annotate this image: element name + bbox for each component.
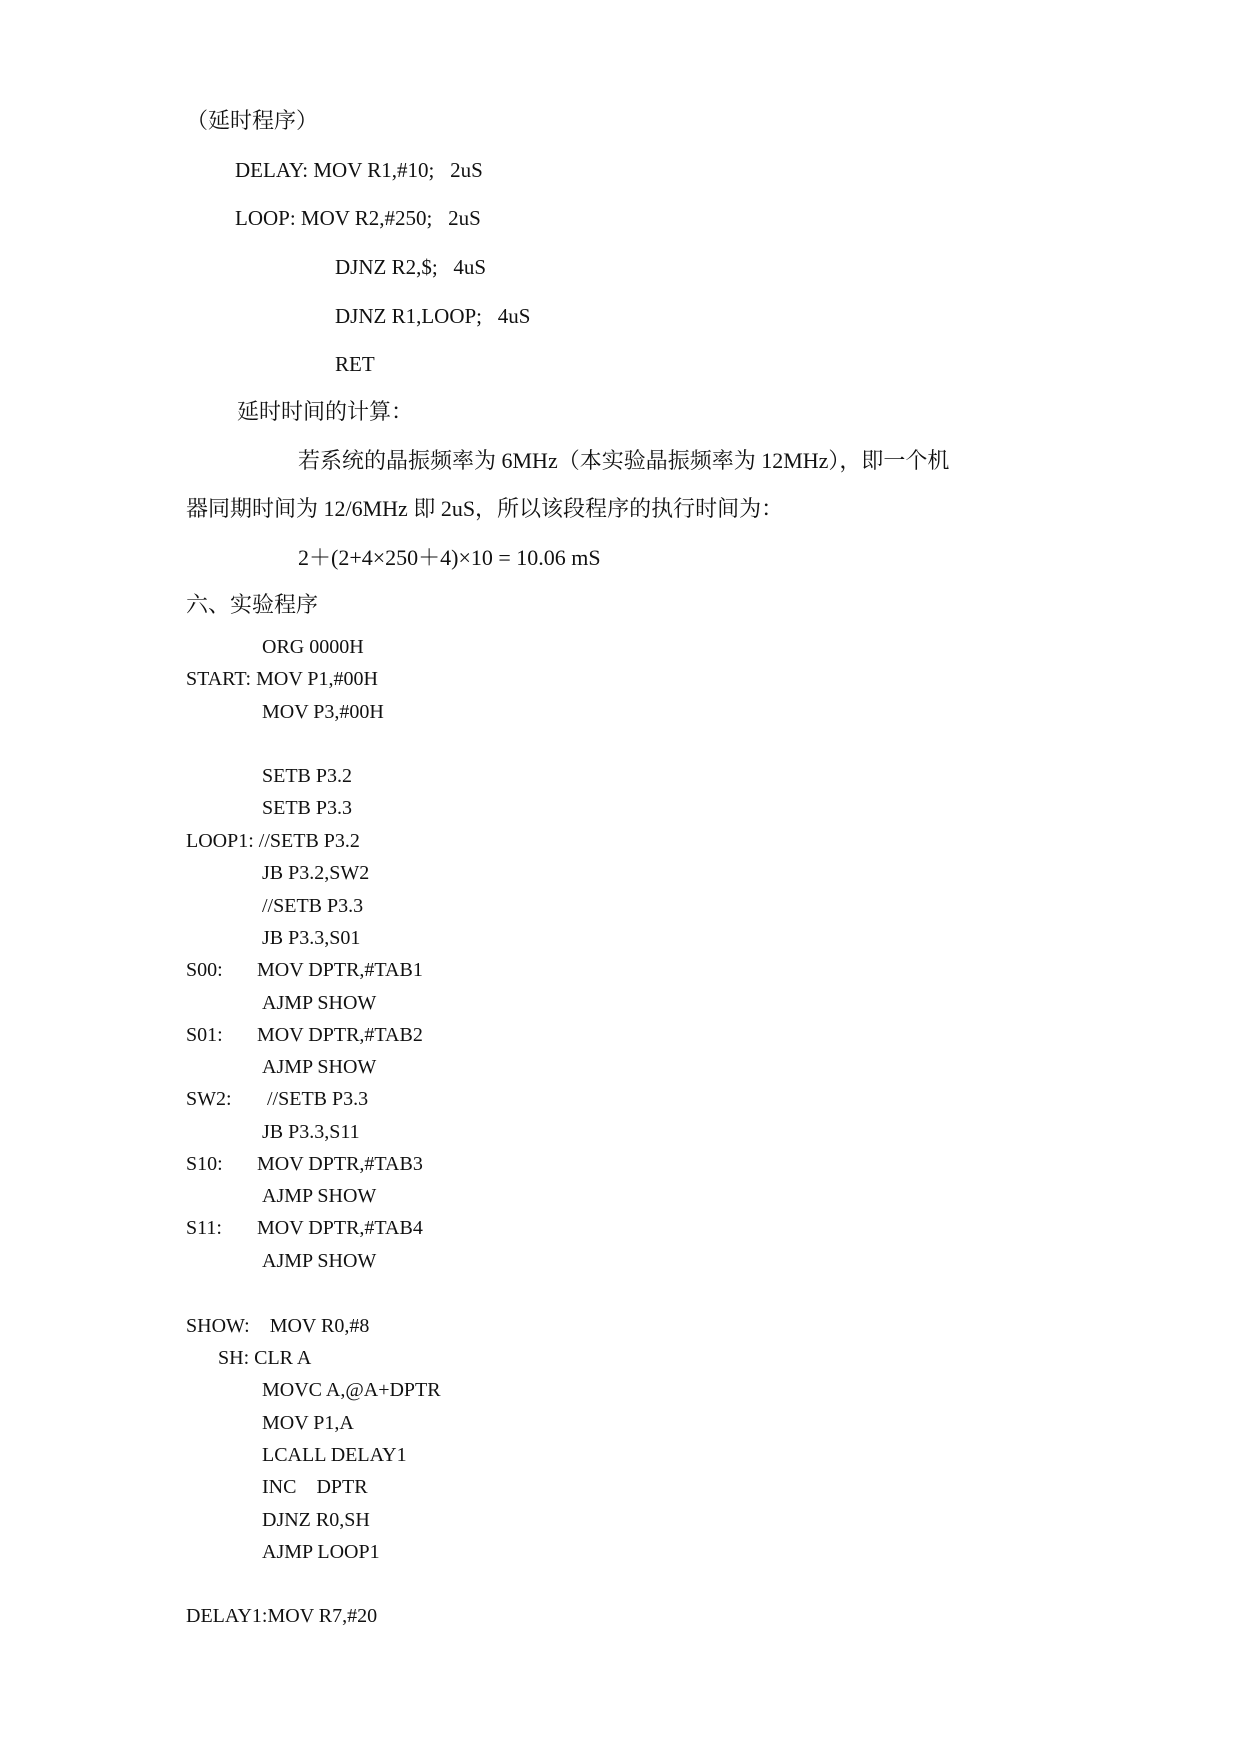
program-heading: 六、实验程序 (186, 592, 319, 617)
calc-title: 延时时间的计算： (237, 399, 414, 424)
code-label: S11: (186, 1217, 222, 1239)
code-label: S01: (186, 1024, 223, 1046)
code-line: DELAY1:MOV R7,#20 (186, 1605, 378, 1627)
code-line: JB P3.3,S01 (262, 927, 361, 949)
code-line: MOV DPTR,#TAB3 (257, 1153, 423, 1175)
code-line: MOVC A,@A+DPTR (262, 1379, 441, 1401)
code-line: DELAY: MOV R1,#10; 2uS (235, 158, 483, 182)
code-line: AJMP SHOW (262, 992, 377, 1014)
code-line: LOOP1: //SETB P3.2 (186, 830, 360, 852)
code-line: JB P3.2,SW2 (262, 862, 370, 884)
code-line: JB P3.3,S11 (262, 1121, 360, 1143)
code-label: SW2: (186, 1088, 232, 1110)
code-line: MOV P3,#00H (262, 701, 384, 723)
code-label: S00: (186, 959, 223, 981)
paragraph-line: 器同期时间为 12/6MHz 即 2uS，所以该段程序的执行时间为： (186, 496, 784, 521)
code-line: RET (335, 352, 375, 376)
code-line: SH: CLR A (218, 1347, 312, 1369)
code-line: AJMP SHOW (262, 1056, 377, 1078)
code-line: AJMP SHOW (262, 1185, 377, 1207)
code-line: START: MOV P1,#00H (186, 668, 378, 690)
code-line: ORG 0000H (262, 636, 364, 658)
code-line: MOV P1,A (262, 1412, 354, 1434)
code-line: AJMP SHOW (262, 1250, 377, 1272)
code-line: SETB P3.2 (262, 765, 353, 787)
code-line: DJNZ R0,SH (262, 1509, 370, 1531)
code-line: DJNZ R2,$; 4uS (335, 255, 487, 279)
paragraph-line: 若系统的晶振频率为 6MHz（本实验晶振频率为 12MHz），即一个机 (298, 448, 950, 473)
code-line: SHOW: MOV R0,#8 (186, 1315, 370, 1337)
code-line: LOOP: MOV R2,#250; 2uS (235, 206, 481, 230)
code-line: INC DPTR (262, 1476, 368, 1498)
formula: 2＋(2+4×250＋4)×10 = 10.06 mS (298, 545, 601, 570)
code-line: //SETB P3.3 (267, 1088, 369, 1110)
code-line: MOV DPTR,#TAB1 (257, 959, 423, 981)
code-line: MOV DPTR,#TAB4 (257, 1217, 423, 1239)
code-label: S10: (186, 1153, 223, 1175)
code-line: SETB P3.3 (262, 797, 353, 819)
code-line: //SETB P3.3 (262, 895, 364, 917)
code-line: MOV DPTR,#TAB2 (257, 1024, 423, 1046)
code-line: AJMP LOOP1 (262, 1541, 380, 1563)
delay-heading: （延时程序） (186, 108, 319, 133)
code-line: LCALL DELAY1 (262, 1444, 407, 1466)
code-line: DJNZ R1,LOOP; 4uS (335, 304, 531, 328)
